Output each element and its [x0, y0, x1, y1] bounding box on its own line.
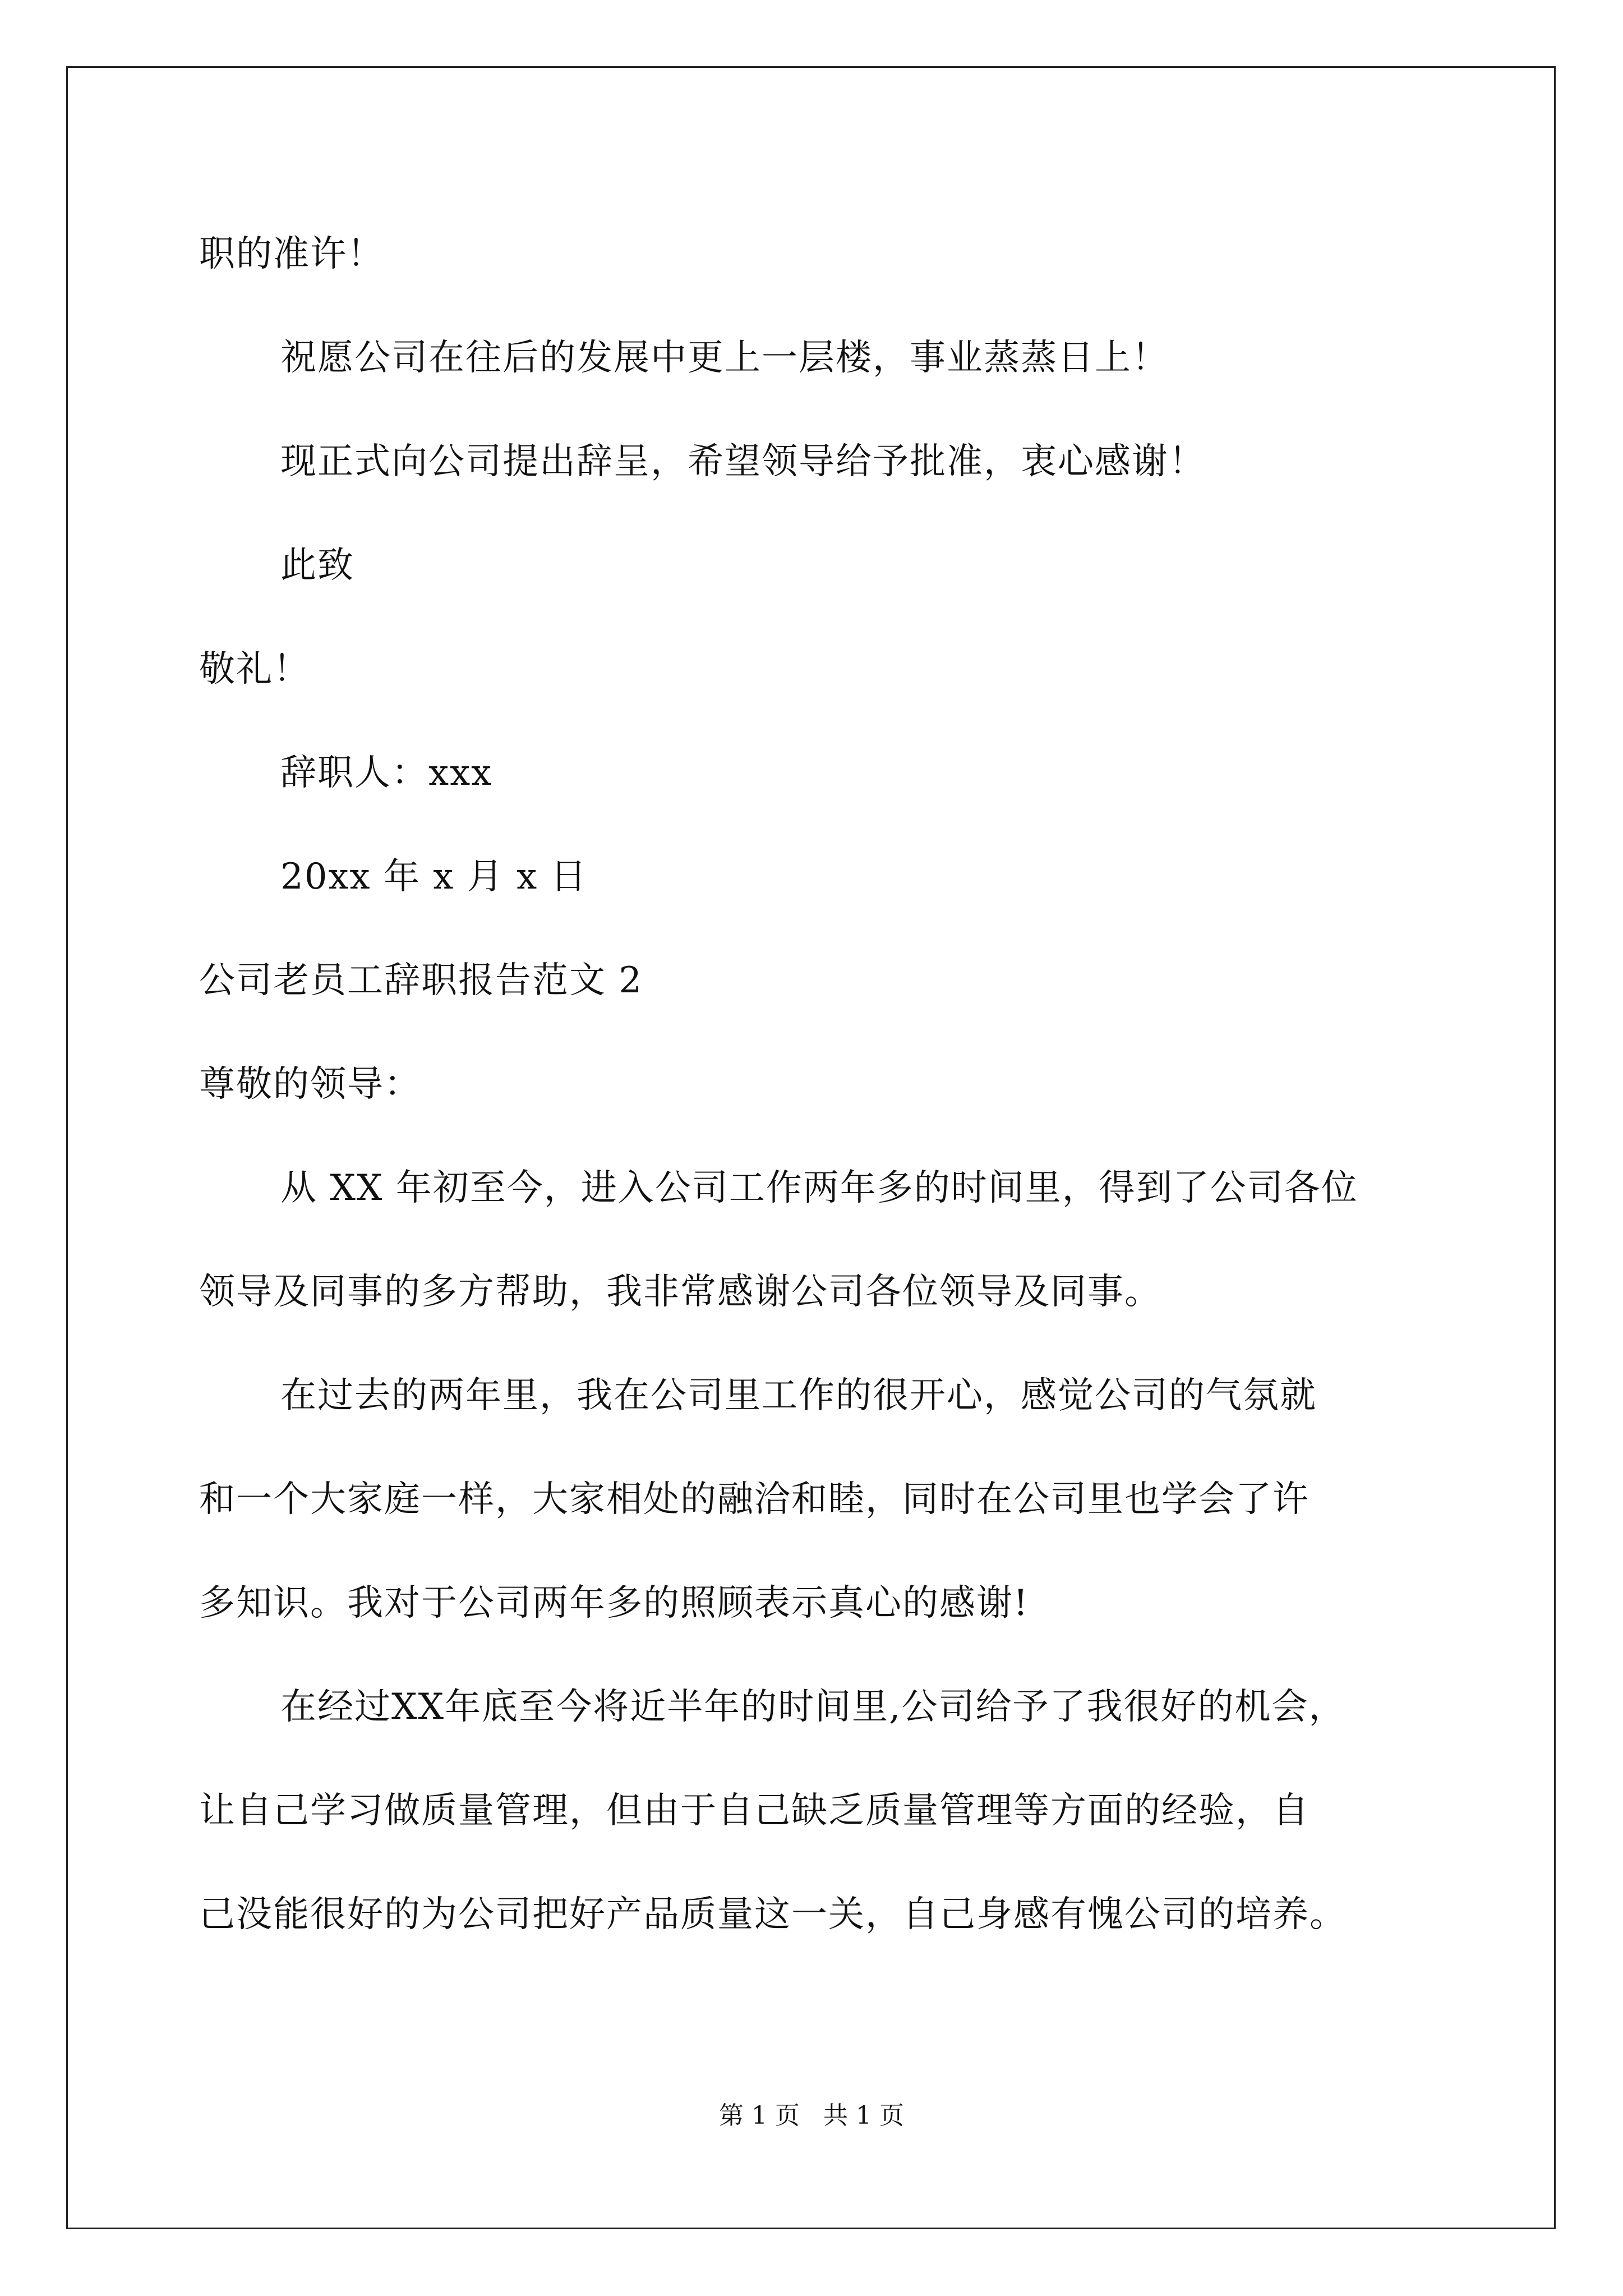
body-line-2: 祝愿公司在往后的发展中更上一层楼，事业蒸蒸日上！ [280, 337, 1169, 379]
signature-line: 辞职人：xxx [280, 752, 493, 794]
greeting-line: 尊敬的领导： [199, 1064, 421, 1105]
page-footer: 第 1 页 共 1 页 [719, 2101, 904, 2130]
body-line-13: 和一个大家庭一样，大家相处的融洽和睦，同时在公司里也学会了许 [199, 1479, 1310, 1520]
body-line-15: 在经过XX年底至今将近半年的时间里,公司给予了我很好的机会， [280, 1686, 1346, 1728]
body-line-11: 领导及同事的多方帮助，我非常感谢公司各位领导及同事。 [199, 1271, 1161, 1313]
body-line-17: 己没能很好的为公司把好产品质量这一关，自己身感有愧公司的培养。 [199, 1894, 1347, 1935]
body-line-16: 让自己学习做质量管理，但由于自己缺乏质量管理等方面的经验，自 [199, 1790, 1310, 1832]
body-line-1: 职的准许！ [199, 233, 384, 275]
body-line-10: 从 XX 年初至今，进入公司工作两年多的时间里，得到了公司各位 [280, 1167, 1358, 1209]
closing-salutation: 此致 [280, 545, 354, 586]
closing-regards: 敬礼！ [199, 648, 310, 690]
body-line-3: 现正式向公司提出辞呈，希望领导给予批准，衷心感谢！ [280, 441, 1206, 482]
body-line-12: 在过去的两年里，我在公司里工作的很开心，感觉公司的气氛就 [280, 1375, 1317, 1416]
section-title: 公司老员工辞职报告范文 2 [199, 960, 643, 1001]
date-line: 20xx 年 x 月 x 日 [280, 856, 588, 898]
body-line-14: 多知识。我对于公司两年多的照顾表示真心的感谢! [199, 1582, 1029, 1624]
